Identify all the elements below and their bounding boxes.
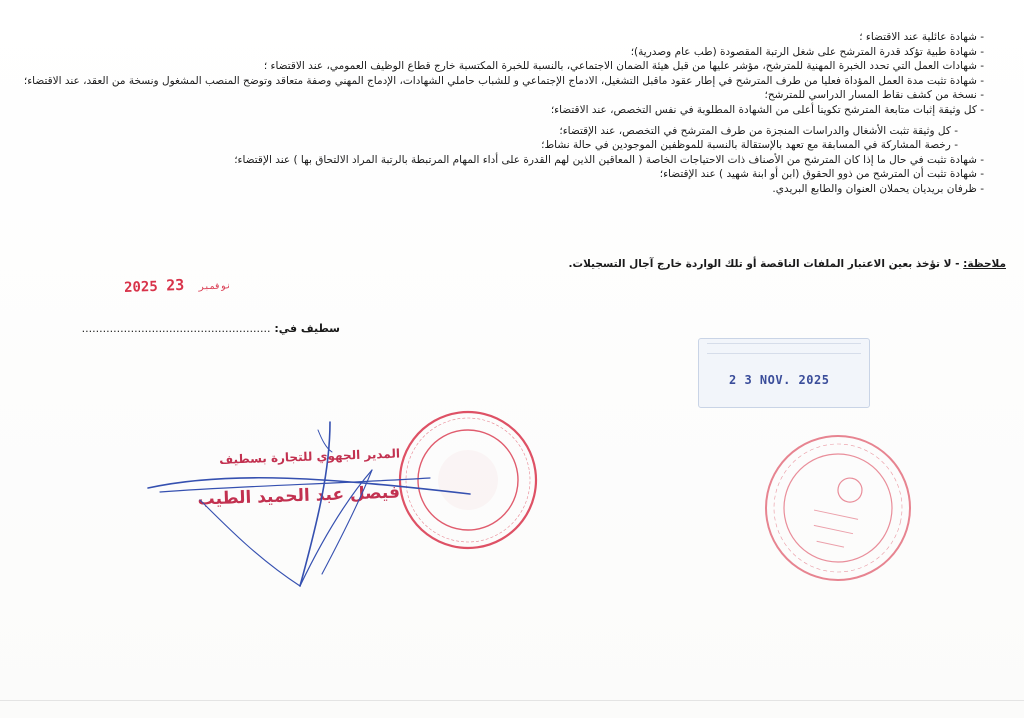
list-item: - ظرفان بريديان يحملان العنوان والطابع البريدي. bbox=[772, 182, 984, 195]
list-item: - شهادة تثبت أن المترشح من ذوو الحقوق (ابن أو ابنة شهيد ) عند الإقتضاء؛ bbox=[659, 168, 984, 181]
list-item: - شهادة تثبت مدة العمل المؤداة فعليا من طرف المترشح في إطار عقود ماقبل التشغيل، الادماج الإجتماعي و للشباب حاملي الشهادات، الإدماج المهني وصفة متعاقد وتوضح المنصب المشغول ونسخة من العقد، عند الاقتضاء؛ bbox=[23, 74, 984, 87]
list-item: - نسخة من كشف نقاط المسار الدراسي للمترشح؛ bbox=[764, 89, 984, 102]
officer-name: فيصل عبد الحميد الطيب bbox=[197, 482, 401, 510]
list-item: - شهادات العمل التي تحدد الخبرة المهنية للمترشح، مؤشر عليها من قبل هيئة الضمان الاجتماعي، بالنسبة للخبرة المكتسبة خارج قطاع الوظيف العمومي، عند الاقتضاء ؛ bbox=[263, 60, 984, 73]
note-label: ملاحظة: bbox=[963, 258, 1006, 270]
list-item: - شهادة طبية تؤكد قدرة المترشح على شغل الرتبة المقصودة (طب عام وصدرية)؛ bbox=[630, 45, 984, 58]
list-item: - شهادة عائلية عند الاقتضاء ؛ bbox=[859, 31, 984, 43]
note-text: - لا تؤخذ بعين الاعتبار الملفات الناقصة أو تلك الواردة خارج آجال التسجيلات. bbox=[568, 258, 960, 270]
handwritten-day: 23 bbox=[165, 275, 185, 295]
signature bbox=[148, 422, 470, 586]
received-stamp-date: 2 3 NOV. 2025 bbox=[729, 373, 830, 387]
list-item: - رخصة المشاركة في المسابقة مع تعهد بالإستقالة بالنسبة للموظفين الموجودين في حالة نشاط؛ bbox=[541, 139, 958, 152]
list-item: - كل وثيقة إثبات متابعة المترشح تكوينا أعلى من الشهادة المطلوبة في نفس التخصص، عند الاقتضاء؛ bbox=[550, 103, 984, 116]
signed-at-label: سطيف في: bbox=[274, 322, 340, 335]
list-item: - شهادة تثبت في حال ما إذا كان المترشح من الأصناف ذات الاحتياجات الخاصة ( المعاقين الذين لهم القدرة على أداء المهام المرتبطة بالرتبة المراد الالتحاق بها ) عند الإقتضاء؛ bbox=[234, 153, 984, 166]
handwritten-year: 2025 bbox=[123, 278, 159, 296]
signed-at-dots: ...................................................... bbox=[81, 322, 271, 335]
round-seal-left bbox=[391, 403, 545, 557]
list-item: - كل وثيقة تثبت الأشغال والدراسات المنجزة من طرف المترشح في التخصص، عند الإقتضاء؛ bbox=[559, 124, 958, 137]
officer-title: المدير الجهوي للتجارة بسطيف bbox=[218, 446, 401, 467]
page-edge-line bbox=[0, 700, 1024, 701]
round-seal-right bbox=[753, 423, 924, 594]
handwritten-month: نوفمبر bbox=[198, 281, 232, 293]
